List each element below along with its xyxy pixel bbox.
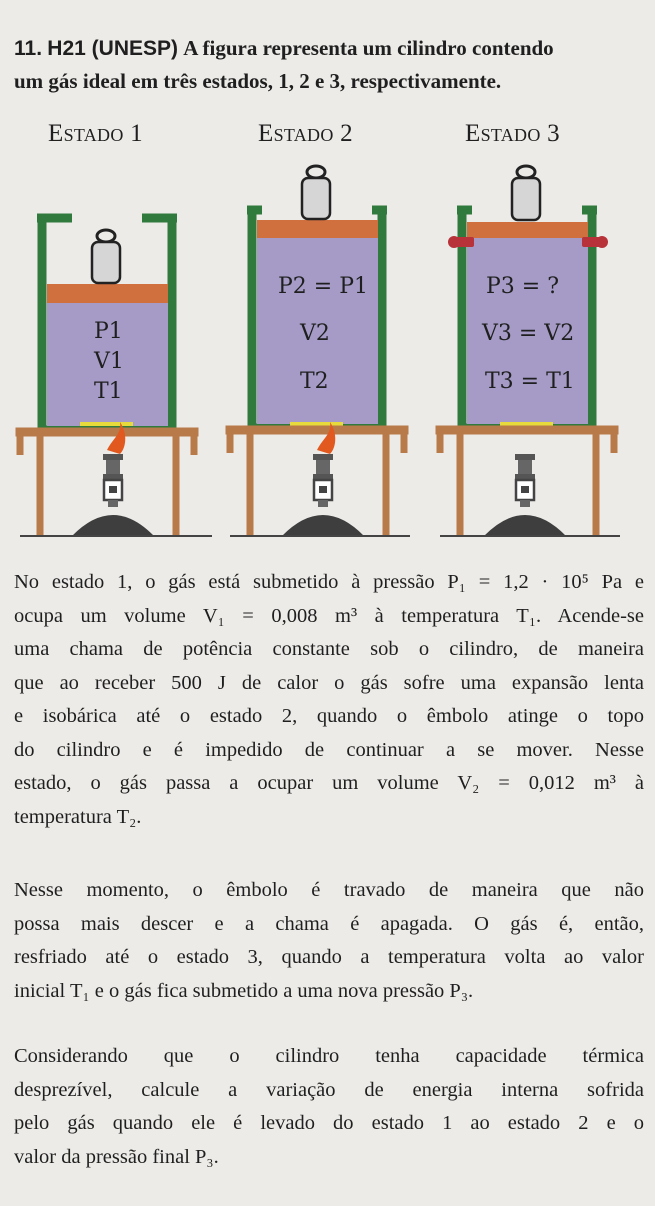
state-1-temperature-label: T1	[94, 379, 123, 404]
weight-icon	[92, 230, 120, 283]
paragraph-2-line: Nesse momento, o êmbolo é travado de maneira que não	[14, 879, 644, 901]
state-2-title: Estado 2	[258, 120, 353, 147]
paragraph-1-line: temperatura T₂.	[14, 805, 142, 828]
weight-icon	[512, 166, 540, 220]
state-2-pressure-label: P2 = P1	[278, 274, 369, 299]
state-2-figure	[230, 166, 410, 536]
state-1-title: Estado 1	[48, 120, 143, 147]
question-source: H21 (UNESP)	[47, 37, 178, 60]
piston	[257, 220, 378, 238]
paragraph-1-line: ocupa um volume V₁ = 0,008 m³ à temperatura T₁. Acende-se	[14, 604, 644, 627]
paragraph-3	[14, 1040, 644, 1174]
state-3-title: Estado 3	[465, 120, 560, 147]
paragraph-3-line: desprezível, calcule a variação de energia interna sofrida	[14, 1078, 644, 1101]
paragraph-1-line: estado, o gás passa a ocupar um volume V₂ = 0,012 m³ à	[14, 772, 644, 794]
paragraph-1-line: e isobárica até o estado 2, quando o êmbolo atinge o topo	[14, 705, 644, 727]
paragraph-3-line: Considerando que o cilindro tenha capacidade térmica	[14, 1045, 644, 1067]
paragraph-2-line: resfriado até o estado 3, quando a temperatura volta ao valor	[14, 946, 644, 968]
cylinder-diagram	[0, 160, 655, 550]
weight-icon	[302, 166, 330, 219]
paragraph-1-line: do cilindro e é impedido de continuar a se mover. Nesse	[14, 738, 644, 761]
state-3-temperature-label: T3 = T1	[485, 369, 575, 394]
question-header	[14, 32, 644, 97]
paragraph-1-line: No estado 1, o gás está submetido à pressão P₁ = 1,2 · 10⁵ Pa e	[14, 571, 644, 593]
state-1-volume-label: V1	[94, 349, 124, 374]
state-1-figure	[20, 218, 212, 536]
question-number: 11.	[14, 37, 43, 60]
state-3-volume-label: V3 = V2	[482, 321, 575, 346]
state-3-figure	[440, 166, 620, 536]
intro-line-1: A figura representa um cilindro contendo	[183, 36, 554, 60]
intro-line-2: um gás ideal em três estados, 1, 2 e 3, respectivamente.	[14, 69, 502, 93]
state-2-temperature-label: T2	[300, 369, 329, 394]
burner-icon	[282, 454, 364, 536]
paragraph-1	[14, 566, 644, 834]
paragraph-2	[14, 874, 644, 1008]
paragraph-3-line: valor da pressão final P₃.	[14, 1145, 219, 1168]
piston	[467, 222, 588, 238]
paragraph-1-line: uma chama de potência constante sob o cilindro, de maneira	[14, 638, 644, 660]
state-2-volume-label: V2	[300, 321, 330, 346]
state-1-pressure-label: P1	[94, 319, 123, 344]
paragraph-2-line: inicial T₁ e o gás fica submetido a uma nova pressão P₃.	[14, 979, 474, 1002]
state-3-pressure-label: P3 = ?	[486, 274, 560, 299]
piston	[47, 284, 168, 303]
burner-icon	[72, 454, 154, 536]
burner-icon	[484, 454, 566, 536]
paragraph-3-line: pelo gás quando ele é levado do estado 1 ao estado 2 e o	[14, 1112, 644, 1134]
paragraph-2-line: possa mais descer e a chama é apagada. O gás é, então,	[14, 912, 644, 935]
paragraph-1-line: que ao receber 500 J de calor o gás sofre uma expansão lenta	[14, 671, 644, 694]
